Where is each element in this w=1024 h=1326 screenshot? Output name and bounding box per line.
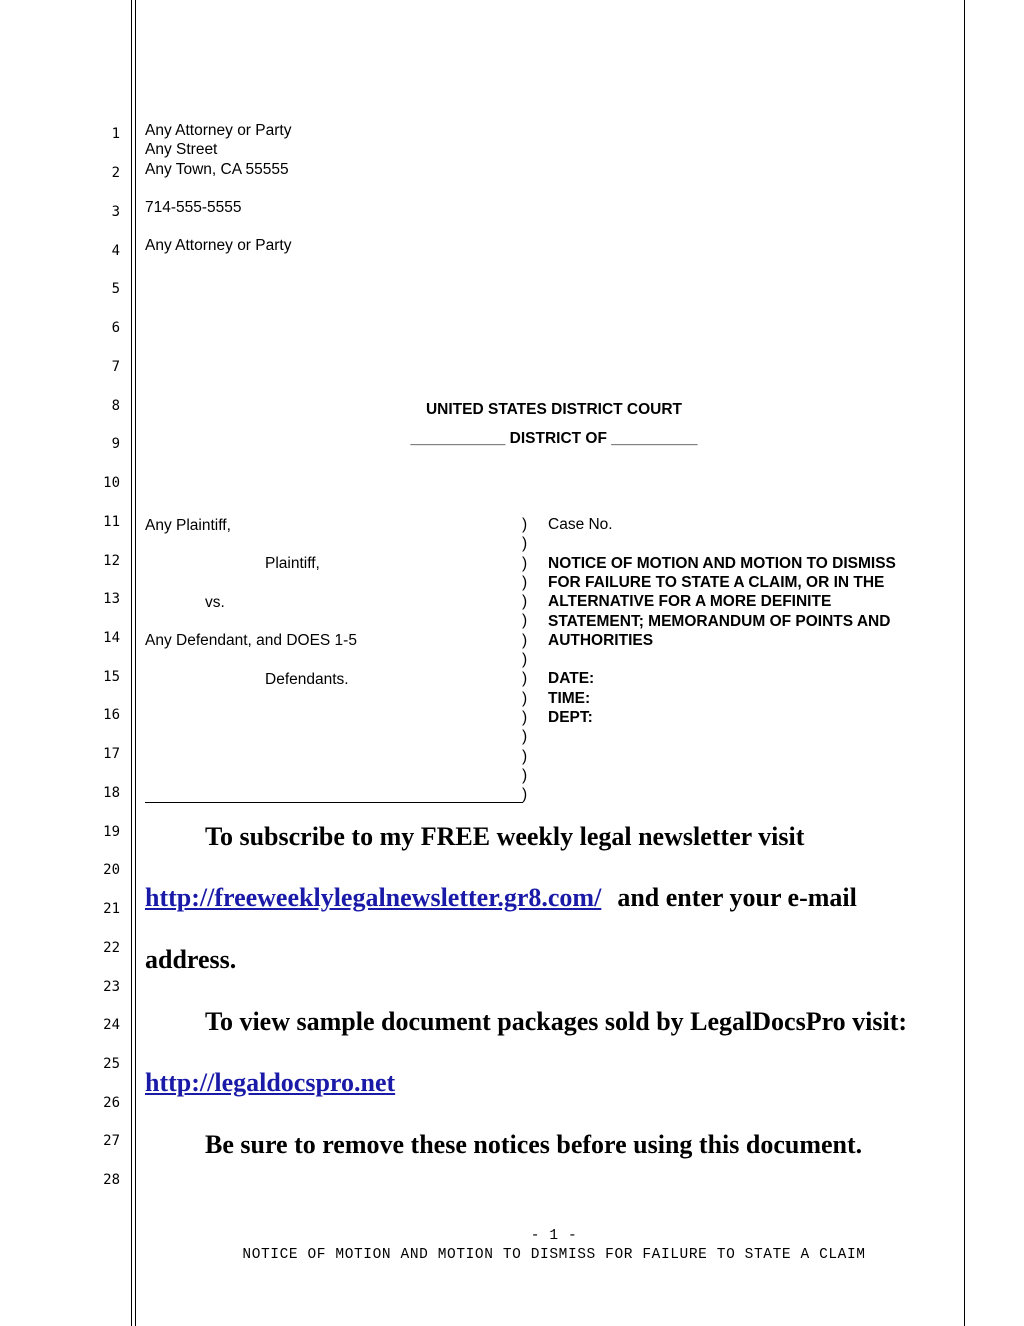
sample-packages-text: To view sample document packages sold by LegalDocsPro visit:	[205, 1007, 908, 1036]
newsletter-line	[145, 883, 857, 913]
line-number: 21	[103, 901, 120, 917]
caption-parentheses: ) ) ) ) ) ) ) ) ) ) ) ) ) ) )	[522, 516, 528, 804]
line-number: 18	[103, 785, 120, 801]
line-number: 8	[111, 398, 120, 414]
line-number: 19	[103, 824, 120, 840]
line-number: 15	[103, 669, 120, 685]
line-number: 13	[103, 591, 120, 607]
line-number: 1	[111, 126, 120, 142]
line-number: 11	[103, 514, 120, 530]
line-number: 26	[103, 1095, 120, 1111]
line-number: 28	[103, 1172, 120, 1188]
attorney-city: Any Town, CA 55555	[145, 161, 289, 178]
plaintiff-role: Plaintiff,	[265, 555, 320, 572]
attorney-street: Any Street	[145, 141, 218, 158]
line-number: 27	[103, 1133, 120, 1149]
plaintiff-name: Any Plaintiff,	[145, 517, 231, 534]
newsletter-link[interactable]: http://freeweeklylegalnewsletter.gr8.com/	[145, 883, 602, 912]
remove-notice-text: Be sure to remove these notices before using this document.	[205, 1130, 863, 1159]
line-number: 12	[103, 553, 120, 569]
line-number: 16	[103, 707, 120, 723]
line-number: 10	[103, 475, 120, 491]
line-number: 14	[103, 630, 120, 646]
defendant-role: Defendants.	[265, 671, 349, 688]
line-number: 6	[111, 320, 120, 336]
line-number: 3	[111, 204, 120, 220]
case-number-label: Case No.	[548, 516, 613, 533]
line-number: 23	[103, 979, 120, 995]
document-title-line: STATEMENT; MEMORANDUM OF POINTS AND	[548, 613, 891, 630]
caption-underline	[145, 802, 523, 803]
right-margin-rule	[964, 0, 965, 1326]
left-margin-rule-inner	[135, 0, 136, 1326]
attorney-phone: 714-555-5555	[145, 199, 242, 216]
page-number: - 1 -	[530, 1228, 578, 1244]
line-number: 5	[111, 281, 120, 297]
hearing-dept-label: DEPT:	[548, 709, 593, 726]
court-name: UNITED STATES DISTRICT COURT	[425, 401, 683, 418]
document-title-line: AUTHORITIES	[548, 632, 654, 649]
attorney-name: Any Attorney or Party	[145, 122, 292, 139]
line-number: 7	[111, 359, 120, 375]
document-title-line: NOTICE OF MOTION AND MOTION TO DISMISS	[548, 555, 896, 572]
subscribe-text: To subscribe to my FREE weekly legal newsletter visit	[205, 822, 805, 851]
line-number: 2	[111, 165, 120, 181]
versus-label: vs.	[205, 594, 225, 611]
legaldocspro-link[interactable]: http://legaldocspro.net	[145, 1068, 396, 1097]
line-number: 4	[111, 243, 120, 259]
line-number: 25	[103, 1056, 120, 1072]
line-number: 20	[103, 862, 120, 878]
document-title-line: FOR FAILURE TO STATE A CLAIM, OR IN THE	[548, 574, 885, 591]
footer-title: NOTICE OF MOTION AND MOTION TO DISMISS FOR FAILURE TO STATE A CLAIM	[242, 1247, 866, 1263]
line-number: 24	[103, 1017, 120, 1033]
attorney-for: Any Attorney or Party	[145, 237, 292, 254]
court-district: ___________ DISTRICT OF __________	[410, 430, 698, 447]
address-text: address.	[145, 945, 237, 974]
defendant-name: Any Defendant, and DOES 1-5	[145, 632, 357, 649]
enter-email-text: and enter your e-mail	[617, 883, 857, 912]
hearing-date-label: DATE:	[548, 670, 595, 687]
line-number: 22	[103, 940, 120, 956]
line-number: 17	[103, 746, 120, 762]
document-title-line: ALTERNATIVE FOR A MORE DEFINITE	[548, 593, 832, 610]
hearing-time-label: TIME:	[548, 690, 591, 707]
line-number: 9	[111, 436, 120, 452]
left-margin-rule-outer	[131, 0, 132, 1326]
